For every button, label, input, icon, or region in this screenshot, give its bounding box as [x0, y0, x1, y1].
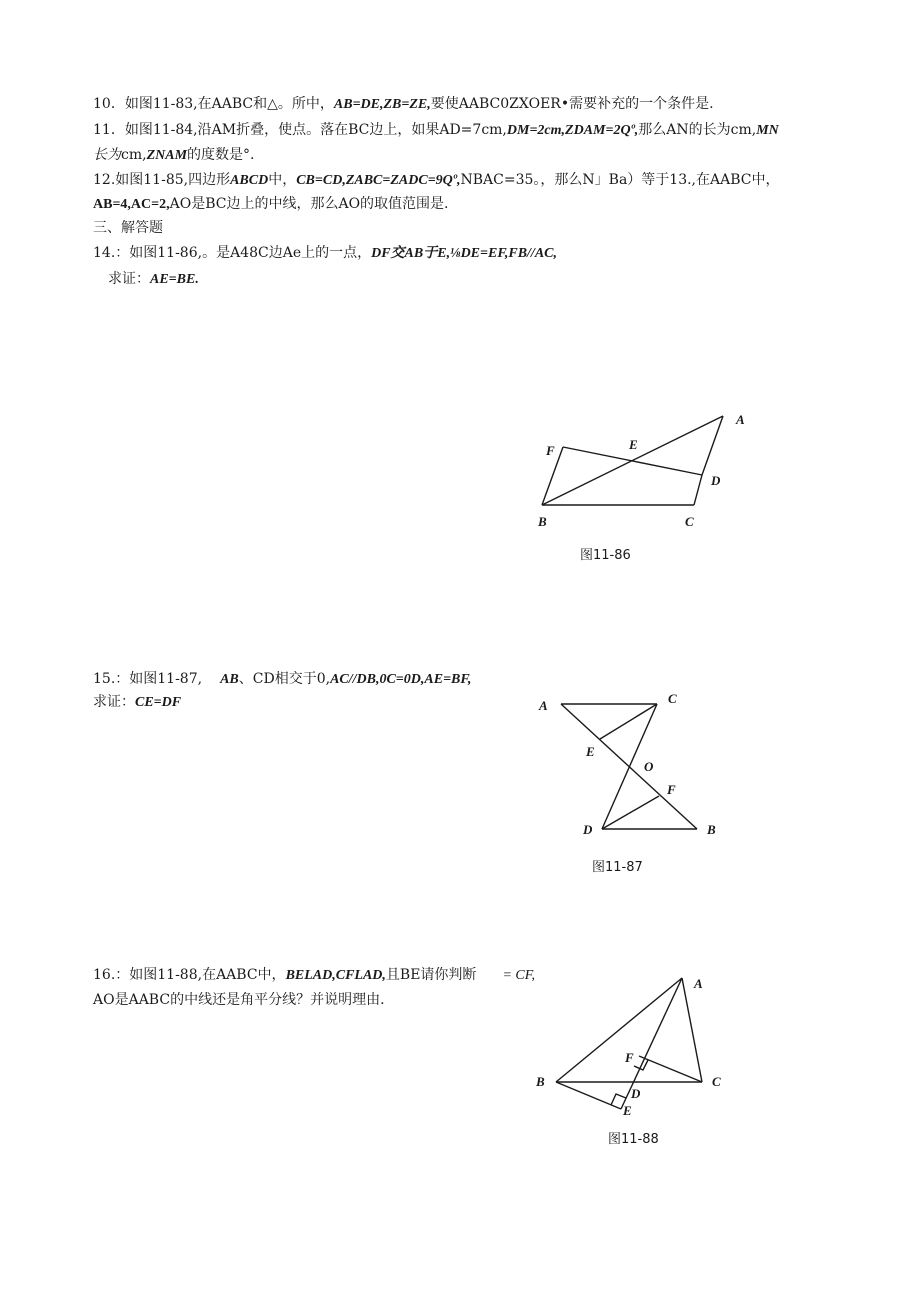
- figure-11-87: [530, 688, 730, 848]
- question-11: [93, 121, 779, 140]
- q14-text-a: 14.：如图11-86,。是A48C边Ae上的一点，: [93, 245, 372, 261]
- q11-text-h: 的度数是°.: [187, 147, 255, 163]
- q11-text-f: cm,: [121, 147, 147, 163]
- q11-text-a: ．如图11-84,沿AM折叠，使点。落在BC边上，如果AD=7cm,: [110, 122, 507, 138]
- question-11-line-2: [93, 146, 254, 165]
- q10-text-a: ．如图11-83,在AABC和△。所中，: [110, 96, 334, 112]
- q12-text-a: .如图11-85,四边形: [110, 172, 231, 188]
- label-c: C: [668, 691, 677, 706]
- figure-11-86-caption: 图11-86: [580, 548, 631, 563]
- q12-text-g: AO是BC边上的中线，那么AO的取值范围是.: [169, 196, 449, 212]
- label-d: D: [711, 473, 721, 488]
- question-12-line-2: [93, 195, 449, 214]
- label-e: E: [586, 744, 595, 759]
- question-14: [93, 244, 557, 263]
- figure-11-88-caption: 图11-88: [608, 1132, 659, 1147]
- segment-ce: [600, 704, 657, 739]
- label-b: B: [538, 514, 547, 529]
- label-b: B: [536, 1074, 545, 1089]
- label-e: E: [623, 1103, 632, 1118]
- q11-number: 11: [93, 122, 111, 138]
- q15-prove-label: 求证：: [93, 694, 135, 710]
- label-f: F: [667, 782, 676, 797]
- segment-cf: [639, 1056, 702, 1082]
- q12-condition: CB=CD,ZABC=ZADC=9Qº,: [296, 173, 461, 188]
- q12-abcd: ABCD: [230, 173, 269, 188]
- label-a: A: [694, 976, 703, 991]
- q14-condition: DF交AB于E,⅛DE=EF,FB//AC,: [371, 246, 557, 261]
- label-a: A: [736, 412, 745, 427]
- figure-11-86: [525, 405, 765, 535]
- question-12: [93, 171, 780, 190]
- label-f: F: [546, 443, 555, 458]
- label-d: D: [583, 822, 593, 837]
- segment-ac: [682, 978, 702, 1082]
- label-a: A: [539, 698, 548, 713]
- label-e: E: [629, 437, 638, 452]
- label-d: D: [631, 1086, 641, 1101]
- q11-mn: MN: [756, 123, 779, 138]
- section-heading: 三、解答题: [93, 220, 163, 236]
- q15-ab: AB: [220, 672, 239, 687]
- label-c: C: [685, 514, 694, 529]
- label-c: C: [712, 1074, 721, 1089]
- q15-condition: AC//DB,0C=0D,AE=BF,: [330, 672, 472, 687]
- q12-values: AB=4,AC=2,: [93, 197, 170, 212]
- label-o: O: [644, 759, 654, 774]
- question-16-line-2: AO是AABC的中线还是角平分线？并说明理由.: [93, 992, 385, 1008]
- q15-text-a: 15.：如图11-87,: [93, 671, 203, 687]
- q16-condition: BELAD,CFLAD,: [285, 968, 386, 983]
- q15-goal: CE=DF: [135, 695, 182, 710]
- question-14-proof: [108, 270, 199, 289]
- label-b: B: [707, 822, 716, 837]
- q10-condition: AB=DE,ZB=ZE,: [333, 97, 431, 112]
- question-10: [93, 95, 714, 114]
- q15-text-c: 、CD相交于0,: [238, 671, 331, 687]
- q16-text-a: 16.：如图11-88,在AABC中，: [93, 967, 286, 983]
- q11-angle: ZNAM: [146, 148, 188, 163]
- segment-df: [602, 796, 659, 829]
- q11-condition: DM=2cm,ZDAM=2Qº,: [506, 123, 639, 138]
- q12-text-c: 中，: [268, 172, 297, 188]
- q10-number: 10: [93, 96, 111, 112]
- q12-text-e: NBAC=35。，那么N」Ba）等于13.,在AABC中，: [460, 172, 780, 188]
- question-16: [93, 966, 535, 985]
- q16-text-c: 且BE请你判断: [385, 967, 477, 983]
- figure-11-87-caption: 图11-87: [592, 860, 643, 875]
- q16-cf: = CF,: [502, 968, 535, 983]
- figure-11-88: [530, 968, 740, 1138]
- q14-prove-label: 求证：: [108, 271, 150, 287]
- q11-text-c: 那么AN的长为cm,: [638, 122, 757, 138]
- q14-goal: AE=BE.: [150, 272, 199, 287]
- q11-text-e: 长为: [93, 148, 121, 163]
- segment-dc: [694, 475, 702, 505]
- question-15-proof: [93, 693, 181, 712]
- question-15: [93, 670, 471, 689]
- q12-number: 12: [93, 172, 111, 188]
- q10-text-c: 要使AABC0ZXOER•需要补充的一个条件是.: [430, 96, 714, 112]
- label-f: F: [625, 1050, 634, 1065]
